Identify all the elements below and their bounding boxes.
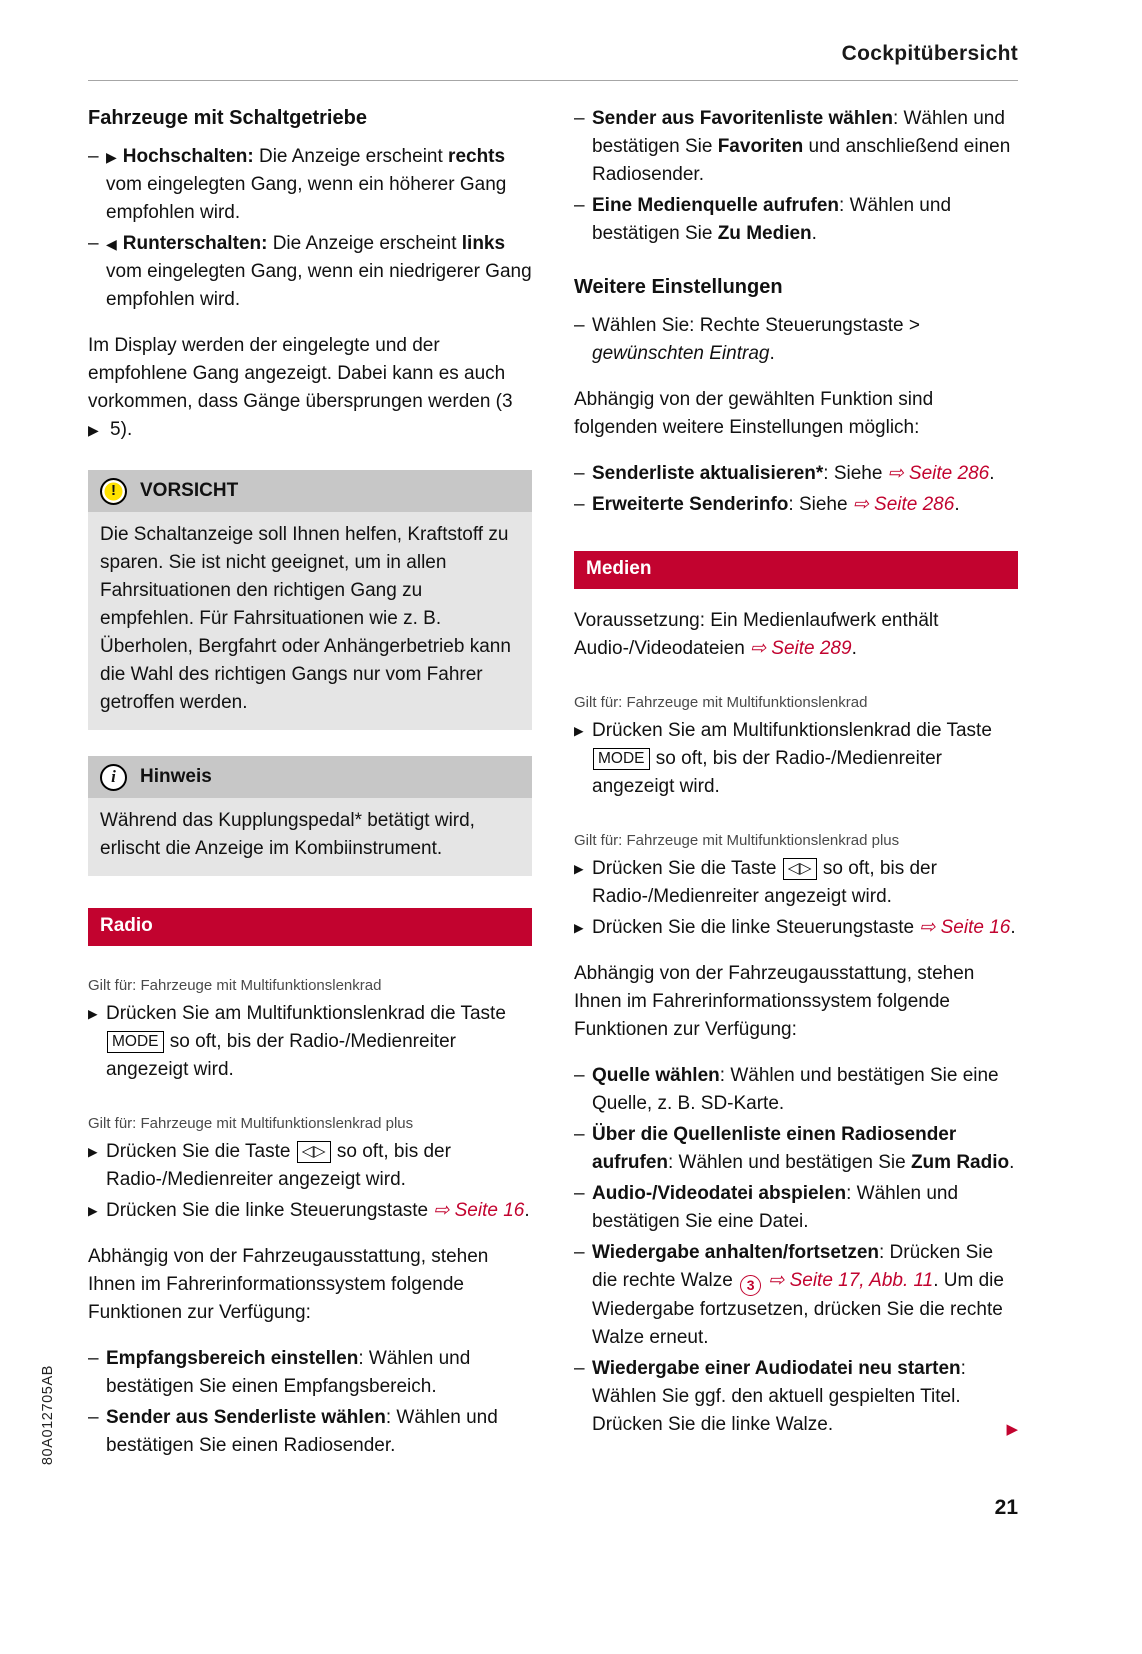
triangle-left-icon: ◀ [106,236,117,252]
text-run: Eine Medienquelle aufrufen [592,195,840,216]
applies-to-note: Gilt für: Fahrzeuge mit Multifunktionslenkrad [88,977,382,994]
text-run: Wählen Sie: Rechte Steuerungstaste > [592,315,920,336]
text-run: : Siehe [788,494,853,515]
text-run: Im Display werden der eingelegte und der empfohlene Gang angezeigt. Dabei kann es auch vorkommen, dass Gänge übersprungen werden (3 [88,335,513,412]
item-text [106,1138,532,1194]
text-run: . [524,1200,530,1221]
text-run: Abhängig von der gewählten Funktion sind folgenden weitere Einstellungen möglich: [574,389,934,438]
applies-to-note: Gilt für: Fahrzeuge mit Multifunktionslenkrad [574,694,868,711]
section-heading: Fahrzeuge mit Schaltgetriebe [88,107,367,129]
paragraph [88,332,532,444]
text-run: : Wählen und bestätigen Sie einen Radiosender. [106,1407,498,1456]
instruction-item [88,1197,532,1225]
text-run: Zum Radio [910,1152,1010,1173]
section-heading: Weitere Einstellungen [574,276,783,298]
text-run: rechts [448,146,506,167]
text-run: . [811,223,817,244]
page-reference-link[interactable]: ⇨ Seite 16 [433,1200,525,1221]
page-number: 21 [994,1496,1018,1519]
item-text [592,1121,1018,1177]
text-run: Die Schaltanzeige soll Ihnen helfen, Kraftstoff zu sparen. Sie ist nicht geeignet, um in allen Fahrsituationen den richtigen Gang zu empfehlen. Für Fahrsituationen wie z. B. Überholen, Bergfahrt oder Anhängerbetrieb kann die Wahl des richtigen Gangs nur vom Fahrer getroffen werden. [100,524,511,713]
dash-list-item [88,143,532,227]
text-run: : Wählen und bestätigen Sie [592,195,952,244]
text-run: Sender aus Favoritenliste wählen [592,108,893,129]
item-text [592,105,1018,189]
page-content [88,42,1018,1463]
instruction-item [574,855,1018,911]
dash-bullet: – [574,1242,585,1263]
text-run: 5). [104,419,133,440]
instruction-arrow-icon: ▶ [88,1204,98,1218]
section-banner: Radio [88,908,532,946]
right-column [574,105,1018,1439]
note-box [88,756,532,876]
paragraph [574,960,1018,1044]
instruction-item [88,1000,532,1084]
document-code: 80A012705AB [40,1365,56,1466]
dash-bullet: – [574,494,585,515]
item-text [106,1404,532,1460]
mode-key: MODE [107,1031,164,1053]
left-column [88,105,532,1463]
dash-bullet: – [88,1348,99,1369]
dash-list-item [574,105,1018,189]
text-run: Drücken Sie am Multifunktionslenkrad die Taste [106,1003,506,1024]
text-run: Senderliste aktualisieren* [592,463,824,484]
item-text [592,491,1018,519]
item-text [592,1180,1018,1236]
continued-on-next-page-icon: ▶ [1006,1420,1018,1438]
text-run: : Wählen und bestätigen Sie eine Datei. [592,1183,959,1232]
dash-list-item [574,1180,1018,1236]
page-reference-link[interactable]: ⇨ Seite 286 [852,494,955,515]
text-run: links [461,233,506,254]
dash-list-item [574,1062,1018,1118]
instruction-item [88,1138,532,1194]
text-run: : Drücken Sie die rechte Walze [592,1242,994,1291]
text-run: vom eingelegten Gang, wenn ein niedrigerer Gang empfohlen wird. [106,261,532,310]
warning-icon: ! [100,478,127,505]
text-run: Runterschalten: [122,233,268,254]
dash-bullet: – [574,1357,585,1379]
text-run: Voraussetzung: Ein Medienlaufwerk enthält Audio-/Videodateien [574,610,939,659]
item-text [592,1062,1018,1118]
media-toggle-key: ◁▷ [297,1141,331,1163]
page-reference-link[interactable]: ⇨ Seite 16 [919,917,1011,938]
text-run: so oft, bis der Radio-/Medienreiter angezeigt wird. [106,1141,451,1190]
text-run: : Wählen und bestätigen Sie [592,108,1005,157]
caution-box [88,470,532,730]
item-text [106,1197,532,1225]
instruction-arrow-icon: ▶ [574,724,584,738]
text-run: . [1009,1152,1015,1173]
paragraph [574,386,1018,442]
text-run: Drücken Sie die Taste [106,1141,296,1162]
text-run: Wiedergabe anhalten/fortsetzen [592,1242,879,1263]
text-run: : Siehe [823,463,888,484]
text-run: . [851,638,857,659]
page-reference-link[interactable]: ⇨ Seite 286 [887,463,990,484]
dash-bullet: – [88,233,99,254]
dash-list-item [88,230,532,314]
text-run: : Wählen und bestätigen Sie eine Quelle, z. B. SD-Karte. [592,1065,999,1114]
text-run: Abhängig von der Fahrzeugausstattung, stehen Ihnen im Fahrerinformationssystem folgende Funktionen zur Verfügung: [574,963,975,1040]
text-run: : Wählen und bestätigen Sie [668,1152,911,1173]
page-header-title: Cockpitübersicht [88,42,1018,81]
text-run: Während das Kupplungspedal* betätigt wird, erlischt die Anzeige im Kombiinstrument. [100,810,475,859]
text-run: . [954,494,960,515]
text-run: : Wählen Sie ggf. den aktuell gespielten Titel. Drücken Sie die linke Walze. [592,1357,966,1435]
dash-bullet: – [574,1124,585,1145]
media-toggle-key: ◁▷ [783,858,817,880]
mode-key: MODE [593,748,650,770]
box-header [88,756,532,798]
section-banner: Medien [574,551,1018,589]
instruction-arrow-icon: ▶ [88,1007,98,1021]
instruction-arrow-icon: ▶ [574,921,584,935]
applies-to-note: Gilt für: Fahrzeuge mit Multifunktionslenkrad plus [88,1115,414,1132]
item-text [592,312,1018,368]
text-run: . [1010,917,1016,938]
dash-list-item [574,192,1018,248]
text-run: Quelle wählen [592,1065,720,1086]
dash-bullet: – [574,1065,585,1086]
text-run: Sender aus Senderliste wählen [106,1407,386,1428]
text-run: so oft, bis der Radio-/Medienreiter angezeigt wird. [106,1031,456,1080]
text-run: Favoriten [717,136,804,157]
applies-to-note: Gilt für: Fahrzeuge mit Multifunktionslenkrad plus [574,832,900,849]
dash-list-item [574,1239,1018,1352]
page-reference-link[interactable]: ⇨ Seite 17, Abb. 11 [768,1270,934,1291]
dash-bullet: – [574,108,585,129]
dash-list-item [88,1345,532,1401]
instruction-item [574,914,1018,942]
text-run: Drücken Sie die linke Steuerungstaste [106,1200,434,1221]
box-title: Hinweis [140,766,212,787]
item-text [592,914,1018,942]
text-run: Erweiterte Senderinfo [592,494,789,515]
paragraph [88,1243,532,1327]
text-run: und anschließend einen Radiosender. [592,136,1011,185]
item-text [592,855,1018,911]
item-text [592,1355,1018,1439]
box-header [88,470,532,512]
dash-list-item [574,460,1018,488]
instruction-arrow-icon: ▶ [88,1145,98,1159]
paragraph [574,607,1018,663]
box-title: VORSICHT [140,480,239,501]
dash-bullet: – [88,1407,99,1428]
text-run: Drücken Sie am Multifunktionslenkrad die Taste [592,720,992,741]
item-text [592,717,1018,801]
box-body [88,512,532,730]
dash-list-item [574,1121,1018,1177]
text-run: Die Anzeige erscheint [253,146,449,167]
text-run: Zu Medien [717,223,812,244]
text-run: so oft, bis der Radio-/Medienreiter angezeigt wird. [592,858,937,907]
text-run: Abhängig von der Fahrzeugausstattung, stehen Ihnen im Fahrerinformationssystem folgende Funktionen zur Verfügung: [88,1246,489,1323]
dash-list-item [574,491,1018,519]
text-run: Audio-/Videodatei abspielen [592,1183,847,1204]
circled-number-ref: 3 [740,1275,761,1296]
dash-bullet: – [574,1183,585,1204]
dash-bullet: – [574,195,585,216]
page-reference-link[interactable]: ⇨ Seite 289 [750,638,852,659]
text-run: . [769,343,775,364]
item-text [106,1345,532,1401]
dash-bullet: – [574,315,585,336]
item-text [592,460,1018,488]
text-run: : Wählen und bestätigen Sie einen Empfangsbereich. [106,1348,471,1397]
triangle-right-icon: ▶ [88,422,99,438]
text-run: Die Anzeige erscheint [267,233,462,254]
right-column-wrap [574,105,1018,1463]
text-run: Hochschalten: [122,146,254,167]
two-column-layout [88,105,1018,1463]
text-run: . Um die Wiedergabe fortzusetzen, drücken Sie die rechte Walze erneut. [592,1270,1004,1348]
instruction-item [574,717,1018,801]
triangle-right-icon: ▶ [106,149,117,165]
text-run: Drücken Sie die linke Steuerungstaste [592,917,920,938]
text-run: Empfangsbereich einstellen [106,1348,359,1369]
dash-list-item [574,1355,1018,1439]
dash-bullet: – [574,463,585,484]
text-run: Über die Quellenliste einen Radiosender aufrufen [592,1124,957,1173]
instruction-arrow-icon: ▶ [574,862,584,876]
item-text [592,1239,1018,1352]
text-run: Drücken Sie die Taste [592,858,782,879]
dash-list-item [88,1404,532,1460]
item-text [106,1000,532,1084]
item-text [106,230,532,314]
text-run: vom eingelegten Gang, wenn ein höherer Gang empfohlen wird. [106,174,507,223]
dash-bullet: – [88,146,99,167]
box-body [88,798,532,876]
info-icon: i [100,764,127,791]
item-text [592,192,1018,248]
dash-list-item [574,312,1018,368]
item-text [106,143,532,227]
text-run: gewünschten Eintrag [592,343,770,364]
text-run: Wiedergabe einer Audiodatei neu starten [592,1357,961,1379]
text-run: so oft, bis der Radio-/Medienreiter angezeigt wird. [592,748,942,797]
text-run: . [989,463,995,484]
